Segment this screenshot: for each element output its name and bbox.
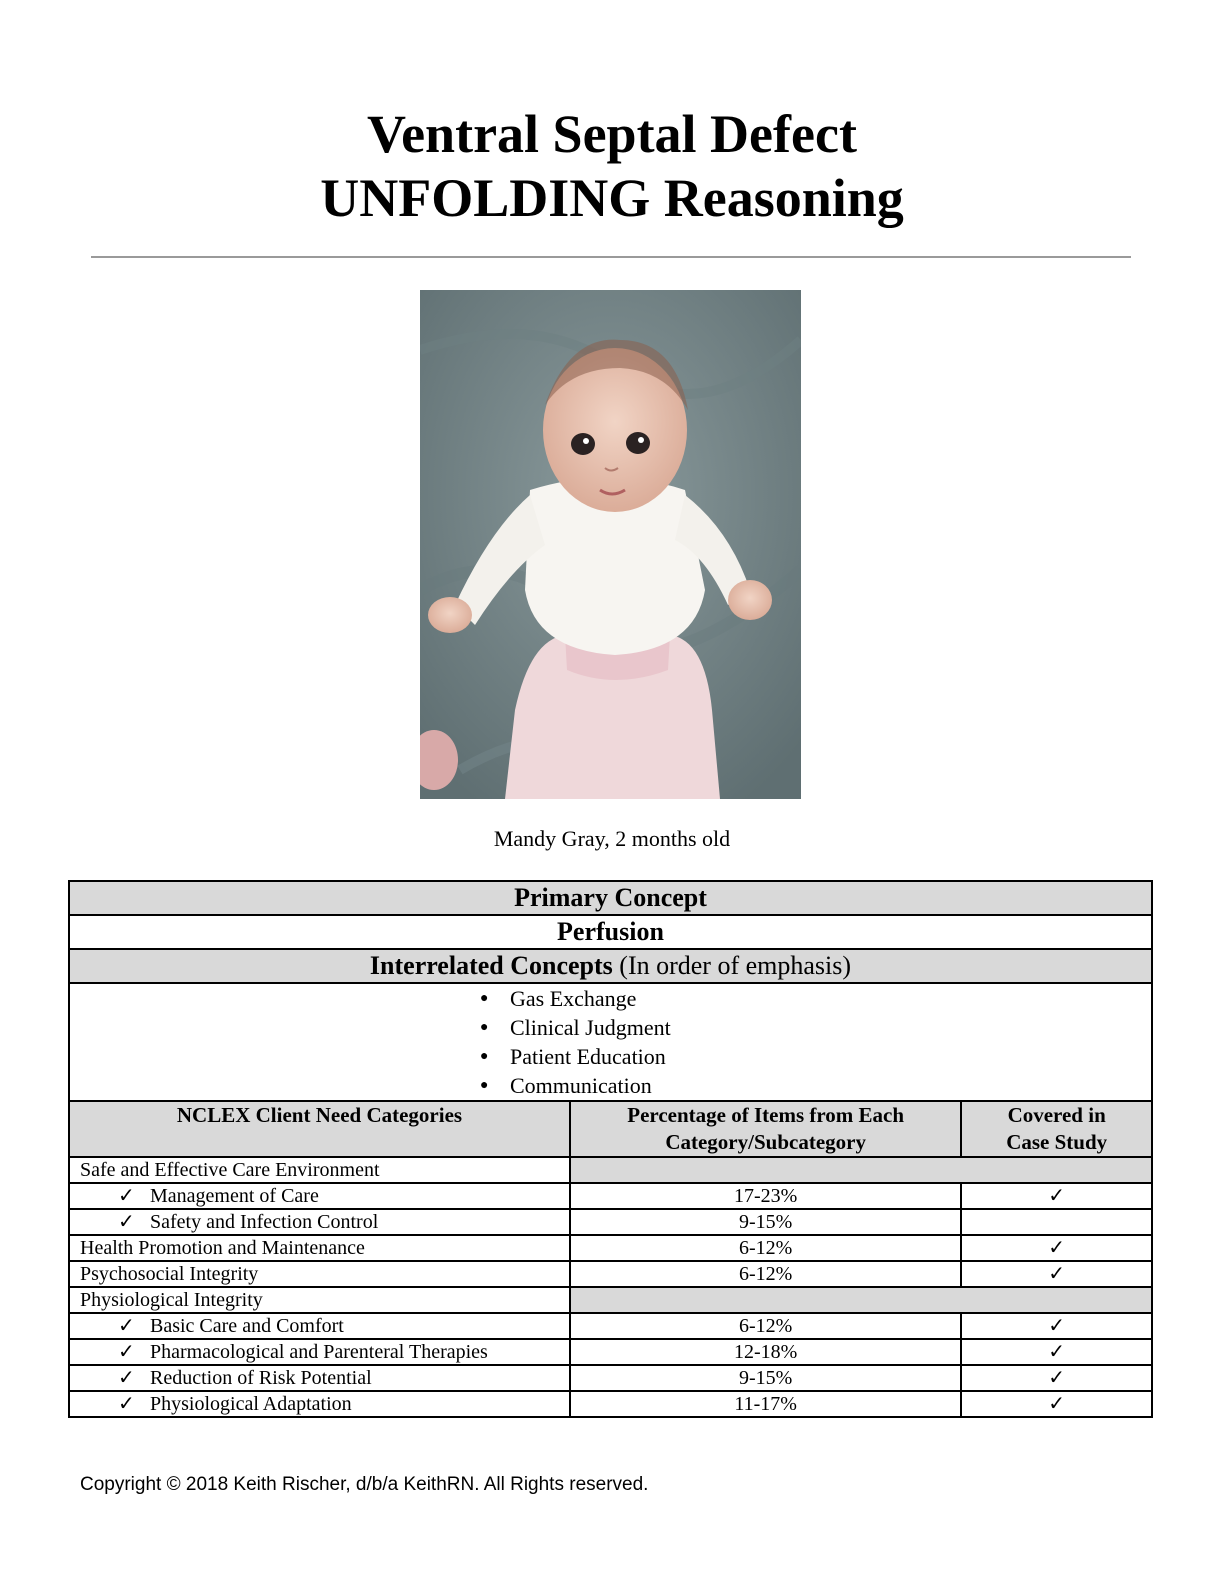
percentage-cell: 9-15% (570, 1365, 961, 1391)
covered-check-cell: ✓ (961, 1391, 1152, 1417)
category-label: Psychosocial Integrity (80, 1263, 259, 1285)
primary-concept-value: Perfusion (69, 915, 1152, 949)
percentage-cell: 17-23% (570, 1183, 961, 1209)
covered-check-cell: ✓ (961, 1313, 1152, 1339)
percentage-cell: 6-12% (570, 1235, 961, 1261)
column-header-covered: Covered in Case Study (961, 1101, 1152, 1157)
checkmark-icon: ✓ (118, 1393, 135, 1415)
category-label: Basic Care and Comfort (150, 1315, 344, 1337)
percentage-cell: 6-12% (570, 1261, 961, 1287)
table-row (69, 1313, 1152, 1339)
copyright-footer: Copyright © 2018 Keith Rischer, d/b/a KeithRN. All Rights reserved. (80, 1474, 649, 1495)
category-label: Reduction of Risk Potential (150, 1367, 372, 1389)
checkmark-icon: ✓ (118, 1211, 135, 1233)
interrelated-heading-note: (In order of emphasis) (619, 951, 852, 980)
list-item: ● Communication (480, 1071, 720, 1100)
covered-check-cell (961, 1209, 1152, 1235)
category-cell (69, 1209, 570, 1235)
category-cell (69, 1157, 570, 1183)
group-filler-cell (570, 1157, 1152, 1183)
interrelated-concepts-list (480, 984, 720, 1100)
category-label: Safe and Effective Care Environment (80, 1159, 380, 1181)
category-cell (69, 1235, 570, 1261)
percentage-cell: 11-17% (570, 1391, 961, 1417)
percentage-cell: 12-18% (570, 1339, 961, 1365)
category-cell (69, 1287, 570, 1313)
category-label: Safety and Infection Control (150, 1211, 379, 1233)
table-row (69, 1365, 1152, 1391)
category-cell (69, 1183, 570, 1209)
table-row (69, 1339, 1152, 1365)
patient-photo (420, 290, 801, 799)
category-label: Management of Care (150, 1185, 319, 1207)
category-label: Pharmacological and Parenteral Therapies (150, 1341, 488, 1363)
category-cell (69, 1391, 570, 1417)
covered-check-cell: ✓ (961, 1365, 1152, 1391)
category-cell (69, 1313, 570, 1339)
group-filler-cell (570, 1287, 1152, 1313)
covered-check-cell: ✓ (961, 1235, 1152, 1261)
category-cell (69, 1339, 570, 1365)
column-header-percentage: Percentage of Items from Each Category/Subcategory (570, 1101, 961, 1157)
category-label: Health Promotion and Maintenance (80, 1237, 365, 1259)
interrelated-concepts-heading (69, 949, 1152, 983)
document-title-line1: Ventral Septal Defect (367, 104, 857, 164)
category-cell (69, 1365, 570, 1391)
table-row (69, 1209, 1152, 1235)
category-label: Physiological Integrity (80, 1289, 263, 1311)
percentage-cell: 6-12% (570, 1313, 961, 1339)
interrelated-heading-label: Interrelated Concepts (369, 951, 613, 980)
primary-concept-heading: Primary Concept (69, 881, 1152, 915)
title-divider (91, 256, 1131, 258)
table-row (69, 1157, 1152, 1183)
table-row (69, 1183, 1152, 1209)
covered-check-cell: ✓ (961, 1339, 1152, 1365)
table-row (69, 1287, 1152, 1313)
covered-check-cell: ✓ (961, 1183, 1152, 1209)
document-title-line2: UNFOLDING Reasoning (320, 168, 904, 228)
list-item: ● Gas Exchange (480, 984, 720, 1013)
checkmark-icon: ✓ (118, 1367, 135, 1389)
table-row (69, 1391, 1152, 1417)
list-item: ● Clinical Judgment (480, 1013, 720, 1042)
category-label: Physiological Adaptation (150, 1393, 352, 1415)
covered-check-cell: ✓ (961, 1261, 1152, 1287)
concepts-table (68, 880, 1153, 1418)
percentage-cell: 9-15% (570, 1209, 961, 1235)
photo-caption: Mandy Gray, 2 months old (493, 826, 731, 851)
category-cell (69, 1261, 570, 1287)
checkmark-icon: ✓ (118, 1315, 135, 1337)
table-row (69, 1261, 1152, 1287)
interrelated-concepts-list-cell (69, 983, 1152, 1101)
checkmark-icon: ✓ (118, 1341, 135, 1363)
table-row (69, 1235, 1152, 1261)
nclex-rows (69, 1157, 1152, 1417)
checkmark-icon: ✓ (118, 1185, 135, 1207)
column-header-categories: NCLEX Client Need Categories (69, 1101, 570, 1157)
list-item: ● Patient Education (480, 1042, 720, 1071)
